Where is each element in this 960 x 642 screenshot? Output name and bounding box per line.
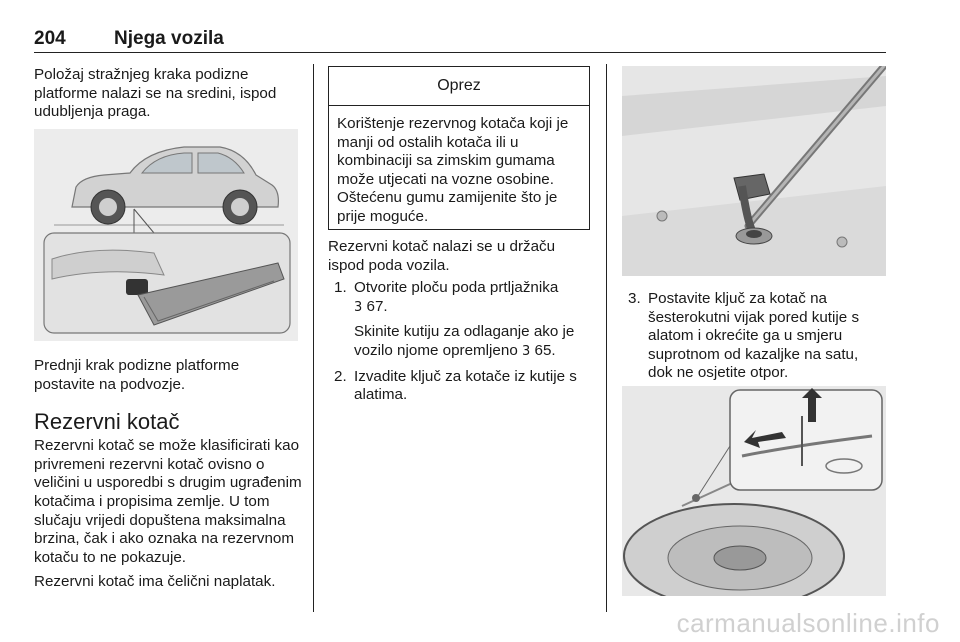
- step-1-sub-ref-page: 65.: [534, 341, 556, 359]
- caution-box: [328, 66, 590, 230]
- column-divider-right: [606, 64, 607, 612]
- wrench-illustration: [622, 66, 886, 276]
- illustration-car-lift-points: [34, 129, 298, 341]
- step-2-text: Izvadite ključ za kotače iz kutije s alatima.: [354, 367, 577, 404]
- car-lift-illustration: [34, 129, 298, 341]
- page-ref-icon: 3: [354, 299, 363, 315]
- step-2: [328, 368, 594, 405]
- spare-wheel-illustration: [622, 386, 886, 596]
- page-ref-icon: 3: [522, 343, 531, 359]
- step-3: [622, 290, 886, 383]
- spare-wheel-location: Rezervni kotač nalazi se u držaču ispod poda vozila.: [328, 238, 556, 274]
- column-2-text: [328, 238, 594, 405]
- step-3-number: 3.: [628, 290, 641, 307]
- spare-wheel-paragraph: Rezervni kotač se može klasificirati kao privremeni rezervni kotač ovisno o veličini u usporedbi s drugim ugrađenim kotačima i propisima zemlje. U tom slučaju vrijedi dopuštena maksimalna brzina, čak i ako oznaka na rezervnom kotaču to ne pokazuje.: [34, 437, 302, 566]
- caution-title: Oprez: [329, 67, 589, 106]
- step-3-text: Postavite ključ za kotač na šesterokutni vijak pored kutije s alatom i okrećite ga u smjeru suprotnom od kazaljke na satu, dok ne osjetite otpor.: [648, 290, 860, 382]
- illustration-caption: Prednji krak podizne platforme postavite na podvozje.: [34, 357, 240, 393]
- illustration-wrench-on-bolt: [622, 66, 886, 276]
- caution-body: Korištenje rezervnog kotača koji je manji od ostalih kotača ili u kombinaciji sa zimskim gumama može utjecati na vozne osobine. Oštećenu gumu zamijenite što je prije moguće.: [337, 115, 569, 225]
- column-1-intro: [34, 66, 302, 122]
- header-rule: [34, 52, 886, 53]
- step-1-ref-page: 67.: [366, 297, 388, 315]
- step-2-number: 2.: [334, 367, 347, 385]
- illustration-spare-wheel-holder: [622, 386, 886, 596]
- step-1-sub: [328, 323, 594, 361]
- intro-paragraph: Položaj stražnjeg kraka podizne platforme nalazi se na sredini, ispod udubljenja praga.: [34, 66, 277, 121]
- watermark: carmanualsonline.info: [676, 608, 940, 638]
- steel-rim-paragraph: Rezervni kotač ima čelični naplatak.: [34, 573, 276, 591]
- step-1-sub-text: Skinite kutiju za odlaganje ako je vozilo njome opremljeno: [354, 323, 575, 359]
- column-divider-left: [313, 64, 314, 612]
- section-title: Rezervni kotač: [34, 409, 180, 435]
- step-1-text: Otvorite ploču poda prtljažnika: [354, 279, 559, 297]
- page-header: [34, 28, 886, 54]
- step-1: [328, 279, 594, 317]
- column-3-text: [622, 290, 886, 383]
- step-1-number: 1.: [334, 279, 347, 297]
- page-number: 204: [34, 28, 66, 49]
- chapter-title: Njega vozila: [114, 28, 224, 49]
- column-1-text: [34, 357, 302, 592]
